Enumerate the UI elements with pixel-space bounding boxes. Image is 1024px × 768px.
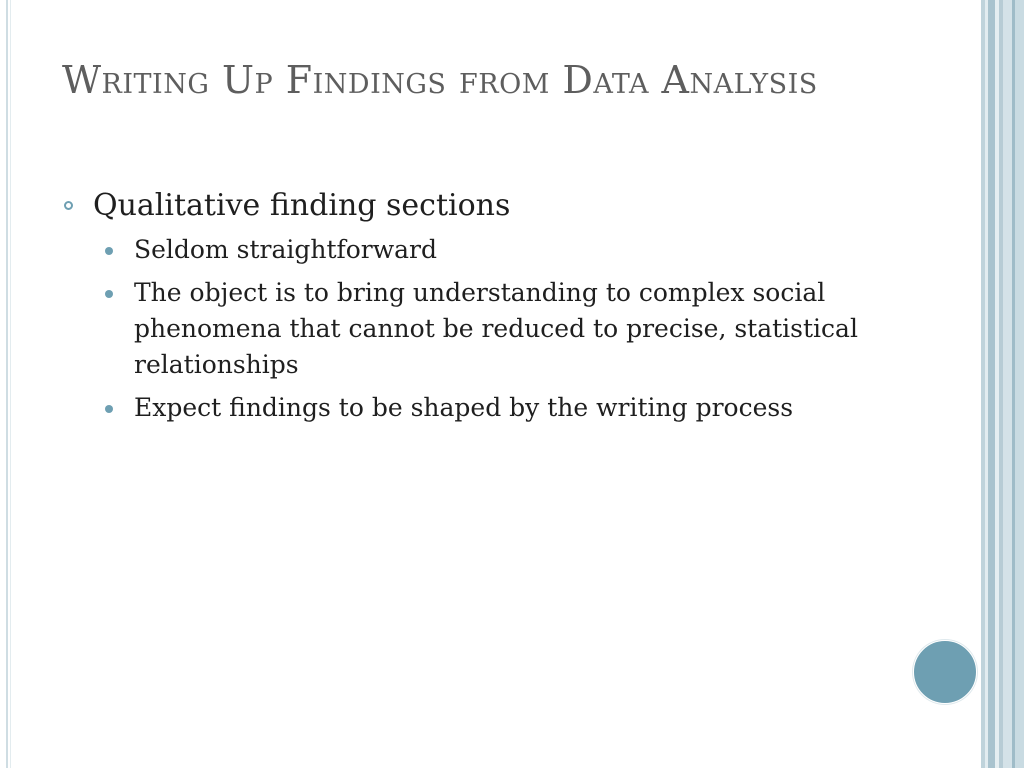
dot-bullet-icon (105, 290, 113, 298)
right-stripe (988, 0, 995, 768)
sub-bullet-text: Seldom straightforward (134, 235, 438, 264)
right-stripe (1015, 0, 1024, 768)
slide-title: Writing Up Findings from Data Analysis (62, 58, 818, 102)
dot-bullet-icon (105, 247, 113, 255)
sub-bullet (62, 275, 922, 383)
dot-bullet-icon (105, 405, 113, 413)
sub-bullet-text: Expect findings to be shaped by the writing process (134, 393, 794, 422)
slide-body (62, 184, 922, 433)
bullet-text: Qualitative finding sections (93, 188, 511, 223)
ring-bullet-icon (64, 201, 73, 210)
left-frame-line (6, 0, 8, 768)
sub-bullet (62, 390, 922, 426)
right-stripe (1003, 0, 1012, 768)
accent-circle (913, 640, 977, 704)
bullet-level-1 (62, 184, 922, 228)
sub-bullet (62, 232, 922, 268)
sub-bullet-text: The object is to bring understanding to complex social phenomena that cannot be reduced to precise, statistical relationships (134, 278, 858, 379)
sub-bullet-list (62, 232, 922, 426)
left-frame-line-inner (10, 0, 11, 768)
